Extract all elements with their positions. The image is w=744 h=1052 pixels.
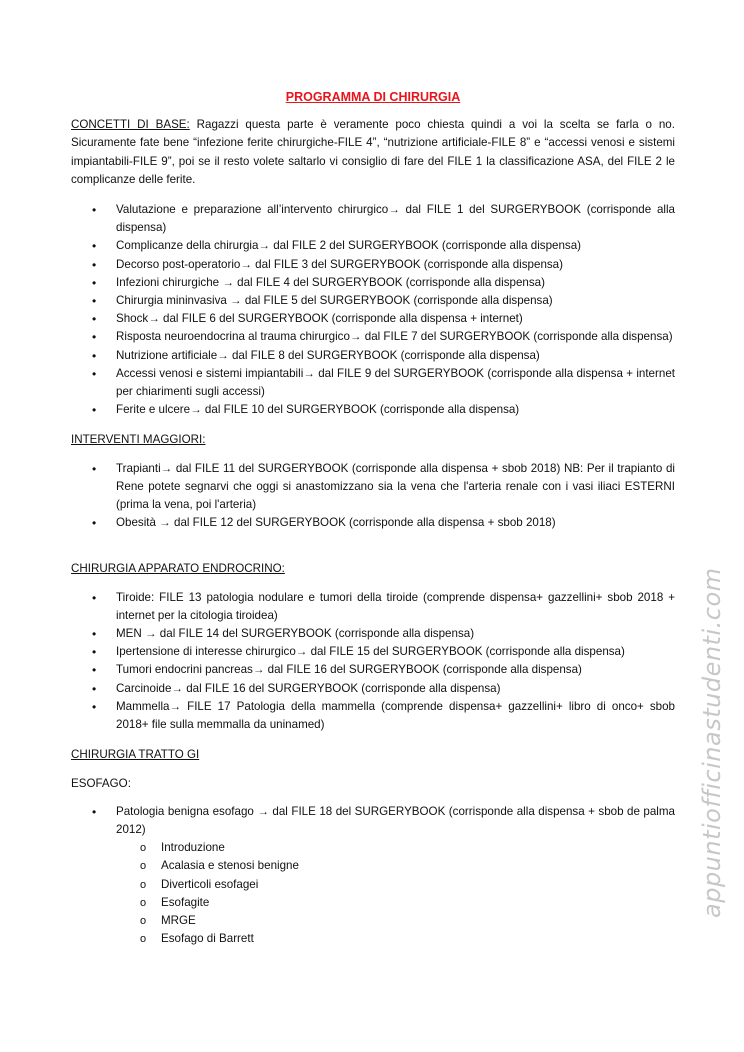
endocrino-list bbox=[71, 589, 675, 735]
watermark: appuntiofficinastudenti.com bbox=[698, 567, 726, 918]
document-title: PROGRAMMA DI CHIRURGIA bbox=[285, 90, 461, 104]
list-item: • Ferite e ulcere→ dal FILE 10 del SURGERYBOOK (corrisponde alla dispensa) bbox=[71, 401, 675, 419]
document-page bbox=[71, 88, 675, 960]
list-item: • Carcinoide→ dal FILE 16 del SURGERYBOOK (corrisponde alla dispensa) bbox=[71, 680, 675, 698]
section-subheading-esofago: ESOFAGO: bbox=[71, 776, 131, 790]
list-item: • Obesità → dal FILE 12 del SURGERYBOOK (corrisponde alla dispensa + sbob 2018) bbox=[71, 514, 675, 532]
gi-list bbox=[71, 803, 675, 949]
list-item: • Valutazione e preparazione all’intervento chirurgico→ dal FILE 1 del SURGERYBOOK (corrisponde alla dispensa) bbox=[71, 201, 675, 237]
sub-list-item: o Introduzione bbox=[116, 839, 675, 857]
list-item: • Complicanze della chirurgia→ dal FILE 2 del SURGERYBOOK (corrisponde alla dispensa) bbox=[71, 237, 675, 255]
intro-label: CONCETTI DI BASE: bbox=[71, 118, 190, 132]
sub-list-item: o Esofago di Barrett bbox=[116, 930, 675, 948]
list-item: • Tumori endocrini pancreas→ dal FILE 16 del SURGERYBOOK (corrisponde alla dispensa) bbox=[71, 661, 675, 679]
sub-list-item: o MRGE bbox=[116, 912, 675, 930]
sub-list bbox=[116, 839, 675, 948]
list-item: • Chirurgia mininvasiva → dal FILE 5 del SURGERYBOOK (corrisponde alla dispensa) bbox=[71, 292, 675, 310]
interventi-list bbox=[71, 460, 675, 533]
list-item: • Nutrizione artificiale→ dal FILE 8 del SURGERYBOOK (corrisponde alla dispensa) bbox=[71, 347, 675, 365]
list-item: • Ipertensione di interesse chirurgico→ dal FILE 15 del SURGERYBOOK (corrisponde alla dispensa) bbox=[71, 643, 675, 661]
list-item bbox=[71, 803, 675, 949]
sub-list-item: o Esofagite bbox=[116, 894, 675, 912]
list-item-text: Patologia benigna esofago → dal FILE 18 del SURGERYBOOK (corrisponde alla dispensa + sbob de palma 2012) bbox=[116, 804, 675, 836]
list-item: • Tiroide: FILE 13 patologia nodulare e tumori della tiroide (comprende dispensa+ gazzellini+ sbob 2018 + internet per la citologia tiroidea) bbox=[71, 589, 675, 625]
list-item: • MEN → dal FILE 14 del SURGERYBOOK (corrisponde alla dispensa) bbox=[71, 625, 675, 643]
list-item: • Mammella→ FILE 17 Patologia della mammella (comprende dispensa+ gazzellini+ libro di onco+ sbob 2018+ file sulla memmalla da uninamed) bbox=[71, 698, 675, 734]
section-heading-interventi: INTERVENTI MAGGIORI: bbox=[71, 433, 206, 447]
list-item: • Infezioni chirurgiche → dal FILE 4 del SURGERYBOOK (corrisponde alla dispensa) bbox=[71, 274, 675, 292]
list-item: • Trapianti→ dal FILE 11 del SURGERYBOOK (corrisponde alla dispensa + sbob 2018) NB: Per il trapianto di Rene potete segnarvi che oggi si anastomizzano sia la vena che l'arteria renale con i vasi iliaci ESTERNI (prima la vena, poi l'arteria) bbox=[71, 460, 675, 515]
intro-text: Ragazzi questa parte è veramente poco chiesta quindi a voi la scelta se farla o no. Sicuramente fate bene “infezione ferite chirurgiche-FILE 4”, “nutrizione artificiale-FILE 8” e “accessi venosi e sistemi impiantabili-FILE 9”, poi se il resto volete saltarlo vi consiglio di fare del FILE 1 la classificazione ASA, del FILE 2 le complicanze delle ferite. bbox=[71, 118, 675, 186]
list-item: • Shock→ dal FILE 6 del SURGERYBOOK (corrisponde alla dispensa + internet) bbox=[71, 310, 675, 328]
base-list bbox=[71, 201, 675, 419]
intro-paragraph bbox=[71, 116, 675, 189]
list-item: • Accessi venosi e sistemi impiantabili→ dal FILE 9 del SURGERYBOOK (corrisponde alla dispensa + internet per chiarimenti sugli accessi) bbox=[71, 365, 675, 401]
list-item: • Risposta neuroendocrina al trauma chirurgico→ dal FILE 7 del SURGERYBOOK (corrisponde alla dispensa) bbox=[71, 328, 675, 346]
sub-list-item: o Acalasia e stenosi benigne bbox=[116, 857, 675, 875]
spacer bbox=[71, 544, 675, 556]
sub-list-item: o Diverticoli esofagei bbox=[116, 876, 675, 894]
section-heading-endocrino: CHIRURGIA APPARATO ENDROCRINO: bbox=[71, 562, 285, 576]
list-item: • Decorso post-operatorio→ dal FILE 3 del SURGERYBOOK (corrisponde alla dispensa) bbox=[71, 256, 675, 274]
section-heading-gi: CHIRURGIA TRATTO GI bbox=[71, 748, 200, 762]
